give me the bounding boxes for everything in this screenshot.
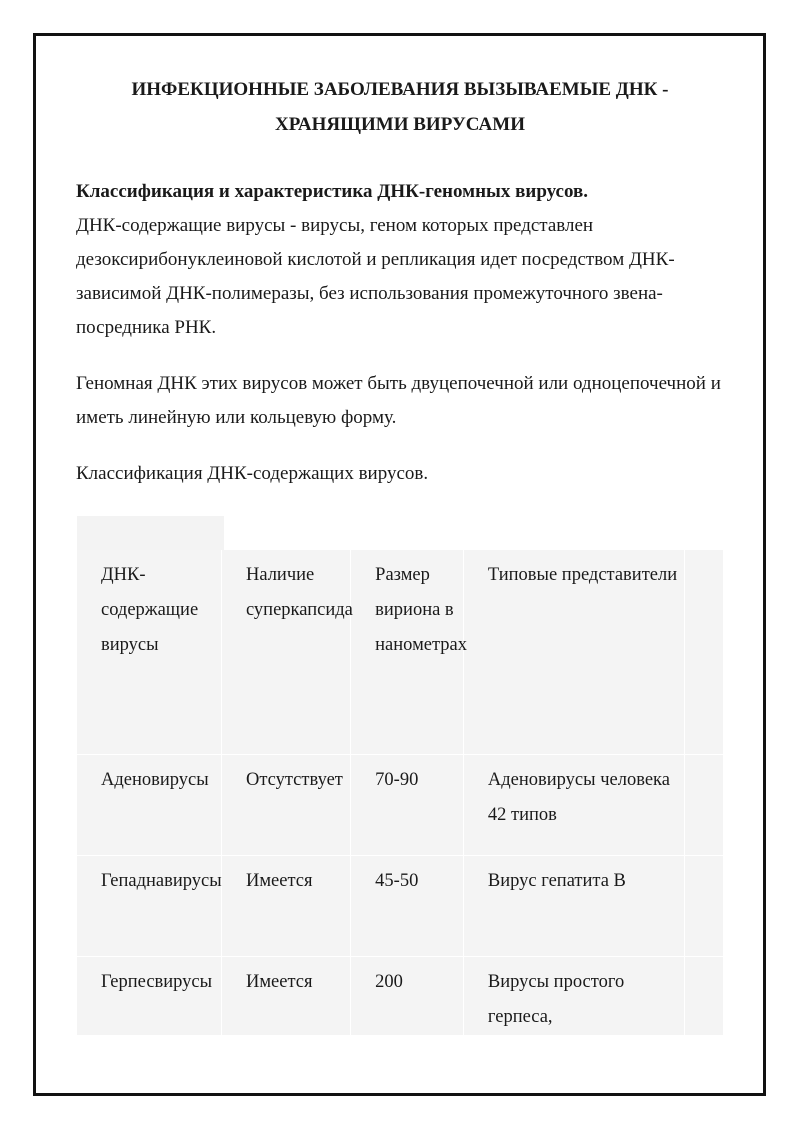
classification-table [77,550,723,1036]
cell-virus-group: Герпесвирусы [77,957,221,1036]
paragraph-dna-viruses-definition: ДНК-содержащие вирусы - вирусы, геном которых представлен дезоксирибонуклеиновой кислотой и репликация идет посредством ДНК-зависимой ДНК-полимеразы, без использования промежуточного звена-посредника РНК. [76,215,675,338]
cell-representatives: Вирусы простого герпеса, [463,957,684,1036]
cell-supercapsid: Имеется [221,856,350,957]
cell-representatives: Вирус гепатита В [463,856,684,957]
cell-virion-size: 200 [351,957,464,1036]
document-title: ИНФЕКЦИОННЫЕ ЗАБОЛЕВАНИЯ ВЫЗЫВАЕМЫЕ ДНК - ХРАНЯЩИМИ ВИРУСАМИ [131,79,669,135]
cell-virion-size: 45-50 [351,856,464,957]
section-heading: Классификация и характеристика ДНК-геномных вирусов. [76,181,589,202]
header-cell-representatives: Типовые представители [463,550,684,755]
cell-supercapsid: Отсутствует [221,755,350,856]
header-cell-supercapsid: Наличие суперкапсида [221,550,350,755]
table-row [77,957,723,1036]
cell-empty [684,957,723,1036]
cell-virus-group: Аденовирусы [77,755,221,856]
table-top-stub [77,516,224,550]
table-row [77,755,723,856]
header-cell-virus-group: ДНК-содержащие вирусы [77,550,221,755]
table-row [77,856,723,957]
cell-empty [684,755,723,856]
cell-virion-size: 70-90 [351,755,464,856]
table-header-row [77,550,723,755]
cell-representatives: Аденовирусы человека 42 типов [463,755,684,856]
intro-section [76,175,736,345]
cell-virus-group: Гепаднавирусы [77,856,221,957]
cell-empty [684,856,723,957]
header-cell-empty [684,550,723,755]
paragraph-classification: Классификация ДНК-содержащих вирусов. [76,463,429,484]
paragraph-genomic-dna: Геномная ДНК этих вирусов может быть двуцепочечной или одноцепочечной и иметь линейную или кольцевую форму. [76,373,721,428]
cell-supercapsid: Имеется [221,957,350,1036]
header-cell-virion-size: Размер вириона в нанометрах [351,550,464,755]
